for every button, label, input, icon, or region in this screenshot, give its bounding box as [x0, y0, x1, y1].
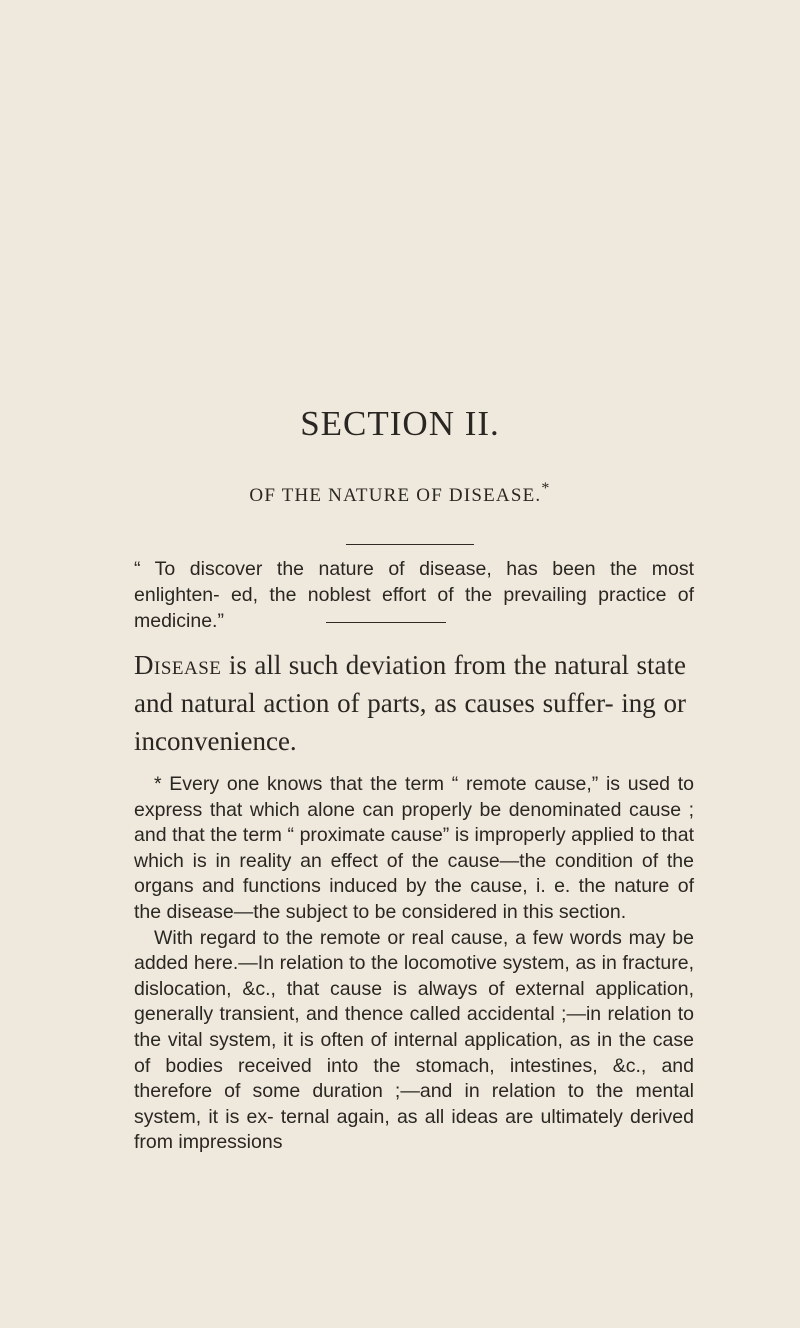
section-subtitle — [0, 480, 800, 507]
main-paragraph-text: is all such deviation from the natural state and natural action of parts, as causes suffer- ing or inconvenience. — [134, 650, 686, 756]
footnote-marker: * — [541, 480, 551, 497]
lead-word: Disease — [134, 650, 222, 680]
epigraph-quote: “ To discover the nature of disease, has been the most enlighten- ed, the noblest effort of the prevailing practice of medicine.” — [134, 558, 694, 632]
section-title: SECTION II. — [300, 404, 500, 443]
divider-bottom — [326, 622, 446, 623]
divider-top — [346, 544, 474, 545]
footnote-paragraph-1: * Every one knows that the term “ remote cause,” is used to express that which alone can properly be denominated cause ; and that the term “ proximate cause” is improperly applied to that which is in reality an effect of the cause—the condition of the organs and functions induced by the cause, i. e. the nature of the disease—the subject to be considered in this section. — [134, 773, 694, 923]
footnote — [134, 772, 694, 1156]
footnote-paragraph-2: With regard to the remote or real cause, a few words may be added here.—In relation to the locomotive system, as in fracture, dislocation, &c., that cause is always of external application, generally transient, and thence called accidental ;—in relation to the vital system, it is often of internal application, as in the case of bodies received into the stomach, intestines, &c., and therefore of some duration ;—and in relation to the mental system, it is ex- ternal again, as all ideas are ultimately derived from impressions — [134, 926, 694, 1154]
section-subtitle-text: OF THE NATURE OF DISEASE. — [249, 485, 542, 506]
main-paragraph — [134, 646, 686, 760]
